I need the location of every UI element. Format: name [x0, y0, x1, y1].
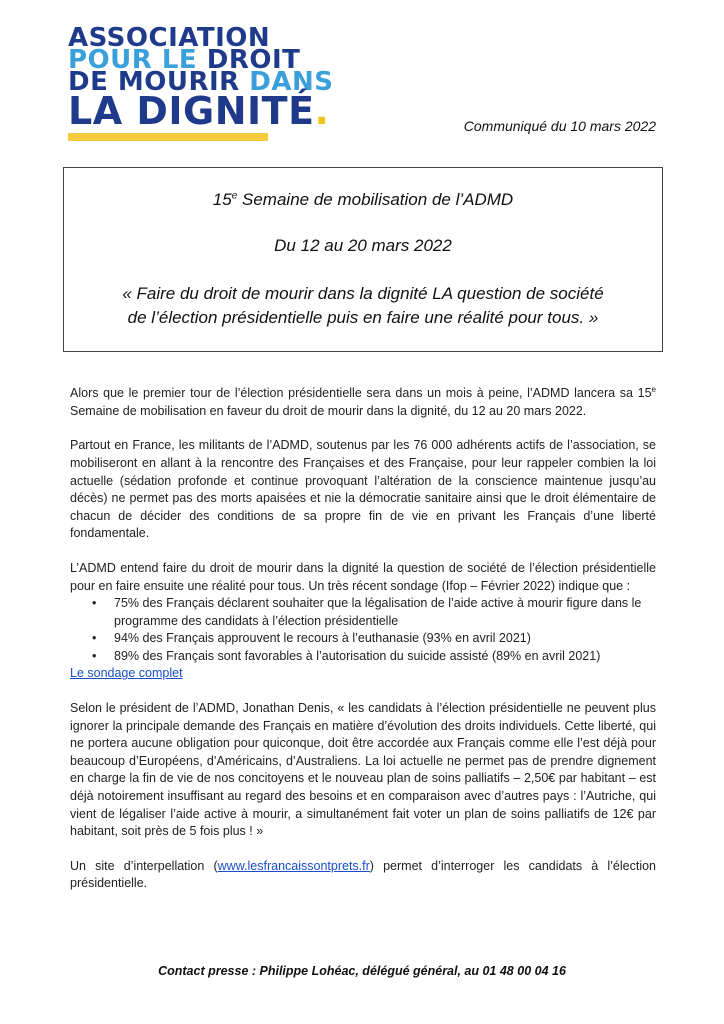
paragraph-intro-sup: e	[651, 385, 656, 394]
paragraph-intro	[70, 381, 656, 420]
list-item	[70, 648, 656, 666]
box-title-sup: e	[231, 190, 238, 202]
survey-complete-link[interactable]: Le sondage complet	[70, 666, 183, 681]
box-quote-line-1: « Faire du droit de mourir dans la dignité LA question de société	[122, 284, 604, 303]
box-title-text: Semaine de mobilisation de l’ADMD	[237, 190, 514, 209]
box-quote	[64, 282, 662, 330]
box-dates: Du 12 au 20 mars 2022	[274, 236, 452, 255]
survey-link-row	[70, 665, 656, 683]
logo-dot: .	[314, 89, 330, 133]
logo-text-de-mourir: DE MOURIR	[68, 67, 240, 97]
spacer	[70, 683, 656, 700]
list-item-text: 75% des Français déclarent souhaiter que la légalisation de l’aide active à mourir figure dans le programme des candidats à l’élection présidentielle	[114, 596, 642, 628]
logo-underline	[68, 133, 268, 141]
paragraph-mobilisation: Partout en France, les militants de l’ADMD, soutenus par les 76 000 adhérents actifs de l’association, se mobiliseront en allant à la rencontre des Françaises et des Française, pour leur rappeler combien la loi actuelle (sédation profonde et continue provoquant l’altération de la conscience maintenue jusqu’au décès) ne permet pas des morts apaisées et nie la démocratie sanitaire ainsi que le droit élémentaire de chacun de décider des conditions de sa propre fin de vie en privant les Français d’une liberté fondamentale.	[70, 438, 656, 541]
communique-date: Communiqué du 10 mars 2022	[463, 118, 656, 134]
press-contact: Contact presse : Philippe Lohéac, délégué général, au 01 48 00 04 16	[158, 964, 566, 978]
list-item	[70, 595, 656, 630]
paragraph-sondage: L’ADMD entend faire du droit de mourir dans la dignité la question de société de l’élection présidentielle pour en faire ensuite une réalité pour tous. Un très récent sondage (Ifop – Février 2022) indique que :	[70, 560, 656, 593]
list-item	[70, 630, 656, 648]
logo-line-association: ASSOCIATION	[68, 23, 271, 53]
list-item-text: 94% des Français approuvent le recours à l’euthanasie (93% en avril 2021)	[114, 631, 531, 646]
paragraph-interpellation-text-b: ) permet d’interroger les candidats à l’élection présidentielle.	[70, 858, 657, 891]
logo-text-droit: DROIT	[206, 45, 301, 75]
paragraph-interpellation-text-a: Un site d’interpellation (	[70, 858, 218, 873]
box-title-number: 15	[212, 190, 232, 209]
logo-line-la-dignite	[68, 89, 330, 133]
website-link[interactable]: www.lesfrancaissontprets.fr	[217, 858, 370, 873]
box-quote-line-2: de l’élection présidentielle puis en faire une réalité pour tous. »	[127, 308, 599, 327]
list-item-text: 89% des Français sont favorables à l’autorisation du suicide assisté (89% en avril 2021)	[114, 648, 601, 663]
paragraph-intro-text-b: Semaine de mobilisation en faveur du droit de mourir dans la dignité, du 12 au 20 mars 2022.	[70, 403, 587, 418]
paragraph-president-quote: Selon le président de l’ADMD, Jonathan Denis, « les candidats à l’élection présidentielle ne peuvent plus ignorer la principale demande des Français en matière d’évolution des droits individuels. Cette liberté, qui ne portera aucune obligation pour quiconque, doit être accordée aux Français comme elle l’est déjà pour beaucoup d’Européens, d’Américains, d’Australiens. La loi actuelle ne permet pas de prendre dignement en charge la fin de vie de nos concitoyens et le nouveau plan de soins palliatifs – 2,50€ par habitant – est déjà notoirement insuffisant au regard des besoins et en comparaison avec d’autres pays : l’Autriche, qui vient de légaliser l’aide active à mourir, a simultanément fait voter un plan de soins palliatifs de 12€ par habitant, soit près de 5 fois plus ! »	[70, 701, 656, 839]
press-release-body	[70, 381, 656, 910]
box-title	[64, 190, 662, 210]
logo-text-pour-le: POUR LE	[68, 45, 198, 75]
logo-text-dans: DANS	[249, 67, 334, 97]
title-box	[63, 167, 663, 352]
logo-text-la-dignite: LA DIGNITÉ	[68, 89, 315, 133]
paragraph-intro-text-a: Alors que le premier tour de l’élection présidentielle sera dans un mois à peine, l’ADMD lancera sa 15	[70, 386, 652, 401]
admd-logo	[68, 23, 334, 133]
bullet-icon: •	[92, 596, 97, 611]
paragraph-interpellation	[70, 858, 656, 893]
survey-bullet-list	[70, 595, 656, 665]
bullet-icon: •	[92, 631, 97, 646]
bullet-icon: •	[92, 648, 97, 663]
